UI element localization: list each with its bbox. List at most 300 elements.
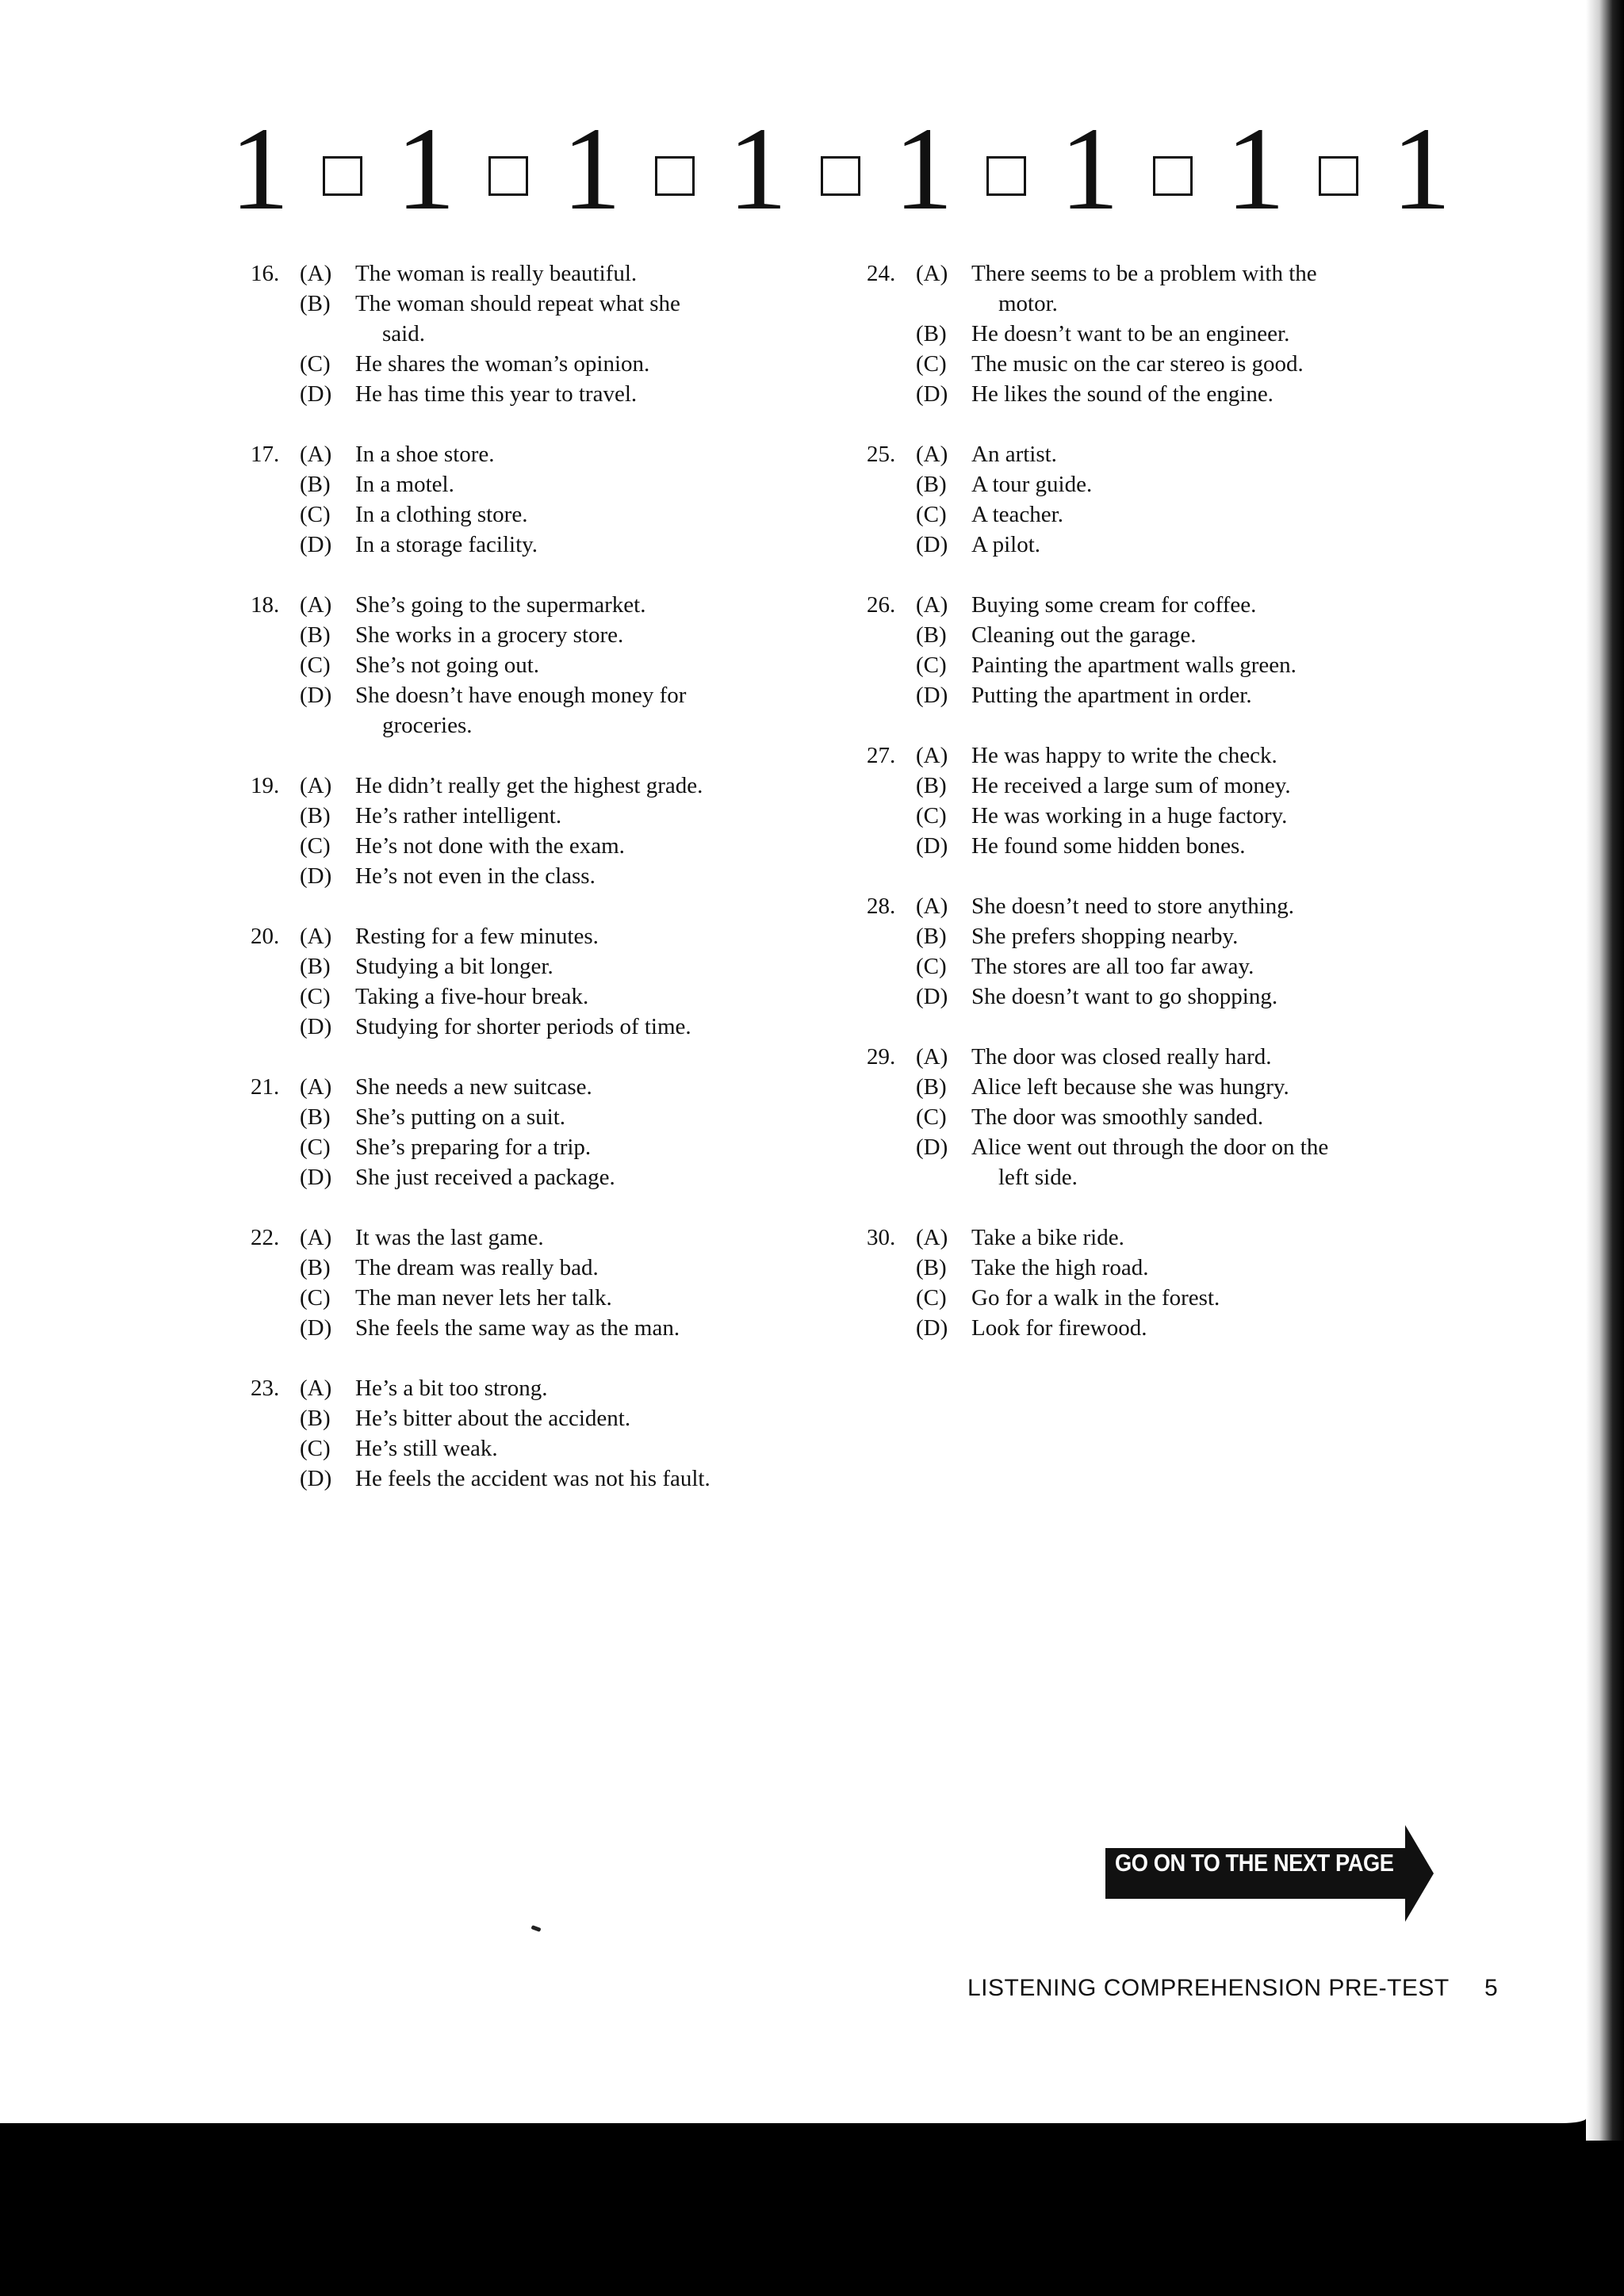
section-number: 1 xyxy=(396,103,456,235)
option-text-line: He’s rather intelligent. xyxy=(355,803,562,828)
option-text xyxy=(971,801,1477,831)
option-letter: (D) xyxy=(300,1315,332,1341)
option-text xyxy=(355,1283,861,1313)
answer-option xyxy=(251,590,861,620)
question-number xyxy=(867,982,916,1012)
option-text-line: Putting the apartment in order. xyxy=(971,683,1252,708)
option-letter: (D) xyxy=(916,532,948,557)
square-box-icon xyxy=(655,156,695,196)
option-text-line: She just received a package. xyxy=(355,1165,615,1190)
answer-option xyxy=(251,771,861,801)
option-text xyxy=(355,1253,861,1283)
option-text xyxy=(355,1373,861,1403)
option-text xyxy=(971,1313,1477,1343)
option-text xyxy=(971,319,1477,349)
answer-option xyxy=(867,1132,1477,1192)
option-text-line: Take a bike ride. xyxy=(971,1225,1124,1250)
option-text xyxy=(355,831,861,861)
option-letter: (D) xyxy=(916,683,948,708)
option-letter: (A) xyxy=(300,1225,332,1250)
option-text xyxy=(971,258,1477,319)
option-letter: (D) xyxy=(300,1014,332,1039)
option-text-line: She’s preparing for a trip. xyxy=(355,1135,592,1160)
question-number xyxy=(251,499,300,530)
square-box-icon xyxy=(488,156,528,196)
option-text xyxy=(355,861,861,891)
option-letter: (C) xyxy=(916,652,947,678)
option-text xyxy=(971,1253,1477,1283)
option-text-line: She’s putting on a suit. xyxy=(355,1104,566,1130)
option-text-line: groceries. xyxy=(382,713,473,738)
answer-option xyxy=(251,530,861,560)
option-letter: (B) xyxy=(300,1104,331,1130)
section-number: 1 xyxy=(230,103,289,235)
answer-option xyxy=(251,1072,861,1102)
option-letter: (C) xyxy=(300,1436,331,1461)
option-letter: (A) xyxy=(916,894,948,919)
question-number xyxy=(251,1403,300,1433)
question-number xyxy=(867,379,916,409)
option-text xyxy=(971,891,1477,921)
option-text xyxy=(971,439,1477,469)
option-text xyxy=(971,590,1477,620)
option-text xyxy=(355,379,861,409)
option-letter: (A) xyxy=(300,592,332,618)
answer-option xyxy=(867,530,1477,560)
option-letter: (B) xyxy=(300,622,331,648)
answer-option xyxy=(251,499,861,530)
next-page-label: GO ON TO THE NEXT PAGE xyxy=(1115,1849,1394,1877)
question-number xyxy=(867,1253,916,1283)
option-text xyxy=(971,1072,1477,1102)
answer-option xyxy=(251,1373,861,1403)
option-letter: (D) xyxy=(300,1466,332,1491)
option-letter: (A) xyxy=(300,1074,332,1100)
answer-option xyxy=(251,921,861,951)
question-number xyxy=(867,499,916,530)
option-text-line: She doesn’t want to go shopping. xyxy=(971,984,1278,1009)
option-letter: (A) xyxy=(916,743,948,768)
option-text xyxy=(355,1313,861,1343)
section-number: 1 xyxy=(1391,103,1451,235)
option-letter: (C) xyxy=(300,833,331,859)
question-number: 29. xyxy=(867,1044,896,1070)
question-number xyxy=(867,319,916,349)
answer-option xyxy=(867,831,1477,861)
option-text-line: He found some hidden bones. xyxy=(971,833,1246,859)
option-text-line: He has time this year to travel. xyxy=(355,381,638,407)
option-text xyxy=(971,831,1477,861)
answer-option xyxy=(251,1283,861,1313)
option-text-line: Resting for a few minutes. xyxy=(355,924,599,949)
option-text xyxy=(355,439,861,469)
question-number xyxy=(867,349,916,379)
question-item xyxy=(867,891,1477,1012)
option-text-line: Studying for shorter periods of time. xyxy=(355,1014,691,1039)
option-text-line: In a motel. xyxy=(355,472,454,497)
option-text-line: He feels the accident was not his fault. xyxy=(355,1466,710,1491)
option-letter: (B) xyxy=(300,803,331,828)
option-text xyxy=(971,951,1477,982)
option-letter: (A) xyxy=(300,924,332,949)
option-letter: (C) xyxy=(916,502,947,527)
question-item xyxy=(251,921,861,1042)
answer-option xyxy=(251,1253,861,1283)
question-item xyxy=(251,1223,861,1343)
question-item xyxy=(251,771,861,891)
square-box-icon xyxy=(821,156,860,196)
answer-option xyxy=(867,740,1477,771)
option-text-line: She doesn’t have enough money for xyxy=(355,683,687,708)
answer-option xyxy=(251,379,861,409)
question-number xyxy=(867,650,916,680)
option-text-line: Alice left because she was hungry. xyxy=(971,1074,1289,1100)
option-text xyxy=(355,620,861,650)
option-text-line: He doesn’t want to be an engineer. xyxy=(971,321,1290,346)
option-text xyxy=(355,951,861,982)
answer-option xyxy=(867,1072,1477,1102)
option-letter: (C) xyxy=(300,351,331,377)
option-text-line: He didn’t really get the highest grade. xyxy=(355,773,703,798)
question-item xyxy=(251,258,861,409)
answer-option xyxy=(867,620,1477,650)
option-text-line: In a shoe store. xyxy=(355,442,495,467)
answer-option xyxy=(867,469,1477,499)
question-number: 20. xyxy=(251,924,280,949)
option-text-line: Take the high road. xyxy=(971,1255,1149,1280)
question-number: 23. xyxy=(251,1376,280,1401)
answer-option xyxy=(251,1162,861,1192)
option-letter: (C) xyxy=(916,351,947,377)
answer-option xyxy=(251,1132,861,1162)
option-text xyxy=(355,1012,861,1042)
answer-option xyxy=(867,891,1477,921)
option-text xyxy=(355,1403,861,1433)
question-number xyxy=(867,831,916,861)
question-number xyxy=(867,1102,916,1132)
option-text-line: She doesn’t need to store anything. xyxy=(971,894,1295,919)
option-text-line: motor. xyxy=(998,291,1058,316)
option-text xyxy=(355,499,861,530)
option-letter: (C) xyxy=(300,652,331,678)
question-number: 18. xyxy=(251,592,280,618)
option-text-line: Go for a walk in the forest. xyxy=(971,1285,1220,1311)
option-text xyxy=(971,349,1477,379)
answer-option xyxy=(251,439,861,469)
option-text-line: The woman is really beautiful. xyxy=(355,261,638,286)
question-number xyxy=(251,1132,300,1162)
answer-option xyxy=(251,861,861,891)
question-number xyxy=(251,620,300,650)
answer-option xyxy=(251,680,861,740)
question-item xyxy=(867,590,1477,710)
answer-option xyxy=(867,1253,1477,1283)
option-text-line: A pilot. xyxy=(971,532,1041,557)
option-letter: (A) xyxy=(300,442,332,467)
option-letter: (B) xyxy=(916,924,947,949)
option-text xyxy=(971,982,1477,1012)
question-number xyxy=(251,680,300,740)
option-letter: (A) xyxy=(916,261,948,286)
question-item xyxy=(867,439,1477,560)
question-number xyxy=(867,921,916,951)
option-text xyxy=(355,1072,861,1102)
question-number: 21. xyxy=(251,1074,280,1100)
answer-option xyxy=(251,831,861,861)
option-text-line: He received a large sum of money. xyxy=(971,773,1291,798)
option-letter: (D) xyxy=(916,1135,948,1160)
option-letter: (D) xyxy=(300,683,332,708)
option-letter: (C) xyxy=(916,954,947,979)
option-letter: (D) xyxy=(916,984,948,1009)
answer-option xyxy=(251,620,861,650)
answer-option xyxy=(251,650,861,680)
option-text xyxy=(355,349,861,379)
answer-option xyxy=(867,982,1477,1012)
option-text-line: The stores are all too far away. xyxy=(971,954,1254,979)
page-number: 5 xyxy=(1484,1975,1498,2001)
option-text-line: The door was closed really hard. xyxy=(971,1044,1272,1070)
question-number: 16. xyxy=(251,261,280,286)
section-number: 1 xyxy=(1225,103,1285,235)
answer-option xyxy=(867,439,1477,469)
option-text xyxy=(971,921,1477,951)
option-letter: (C) xyxy=(916,1104,947,1130)
option-text xyxy=(355,921,861,951)
section-number: 1 xyxy=(894,103,954,235)
section-header xyxy=(230,103,1451,235)
question-number xyxy=(251,1313,300,1343)
question-number xyxy=(251,349,300,379)
option-text xyxy=(971,620,1477,650)
answer-option xyxy=(867,1283,1477,1313)
option-text-line: The music on the car stereo is good. xyxy=(971,351,1304,377)
option-text-line: He’s bitter about the accident. xyxy=(355,1406,631,1431)
answer-option xyxy=(251,469,861,499)
question-number: 25. xyxy=(867,442,896,467)
question-number: 22. xyxy=(251,1225,280,1250)
option-text xyxy=(355,469,861,499)
question-number xyxy=(251,801,300,831)
question-item xyxy=(251,590,861,740)
answer-option xyxy=(251,801,861,831)
option-text-line: Taking a five-hour break. xyxy=(355,984,589,1009)
option-text-line: She’s not going out. xyxy=(355,652,540,678)
option-letter: (D) xyxy=(916,381,948,407)
section-number: 1 xyxy=(727,103,787,235)
option-text-line: She needs a new suitcase. xyxy=(355,1074,592,1100)
square-box-icon xyxy=(1153,156,1193,196)
answer-option xyxy=(867,1102,1477,1132)
answer-option xyxy=(867,1042,1477,1072)
option-text-line: There seems to be a problem with the xyxy=(971,261,1317,286)
option-text-line: Studying a bit longer. xyxy=(355,954,553,979)
option-text xyxy=(971,1102,1477,1132)
question-number: 28. xyxy=(867,894,896,919)
option-letter: (B) xyxy=(916,321,947,346)
option-text-line: He’s not even in the class. xyxy=(355,863,596,889)
question-item xyxy=(867,1042,1477,1192)
option-text xyxy=(971,740,1477,771)
answer-option xyxy=(867,1313,1477,1343)
question-number: 19. xyxy=(251,773,280,798)
option-letter: (A) xyxy=(300,1376,332,1401)
option-text-line: A teacher. xyxy=(971,502,1063,527)
answer-option xyxy=(251,1012,861,1042)
question-number xyxy=(251,982,300,1012)
option-text xyxy=(355,530,861,560)
option-text-line: He was happy to write the check. xyxy=(971,743,1277,768)
question-item xyxy=(251,1373,861,1494)
option-text-line: She feels the same way as the man. xyxy=(355,1315,680,1341)
option-text xyxy=(355,982,861,1012)
option-text-line: He shares the woman’s opinion. xyxy=(355,351,650,377)
option-letter: (C) xyxy=(916,1285,947,1311)
option-text-line: left side. xyxy=(998,1165,1078,1190)
option-letter: (D) xyxy=(300,1165,332,1190)
option-text-line: Look for firewood. xyxy=(971,1315,1147,1341)
question-item xyxy=(867,258,1477,409)
question-number: 24. xyxy=(867,261,896,286)
option-letter: (B) xyxy=(916,622,947,648)
option-letter: (C) xyxy=(300,984,331,1009)
option-text-line: He was working in a huge factory. xyxy=(971,803,1288,828)
question-number xyxy=(867,801,916,831)
square-box-icon xyxy=(323,156,362,196)
option-letter: (A) xyxy=(300,261,332,286)
option-text-line: He likes the sound of the engine. xyxy=(971,381,1274,407)
question-number xyxy=(251,1253,300,1283)
option-text-line: In a storage facility. xyxy=(355,532,538,557)
option-text-line: said. xyxy=(382,321,425,346)
option-text xyxy=(971,1223,1477,1253)
option-letter: (B) xyxy=(916,1255,947,1280)
option-text xyxy=(355,801,861,831)
answer-option xyxy=(867,379,1477,409)
question-number xyxy=(867,1132,916,1192)
question-number xyxy=(867,951,916,982)
option-text-line: He’s a bit too strong. xyxy=(355,1376,548,1401)
option-text xyxy=(971,771,1477,801)
option-letter: (B) xyxy=(300,291,331,316)
option-text-line: She prefers shopping nearby. xyxy=(971,924,1239,949)
option-letter: (B) xyxy=(300,1406,331,1431)
question-number: 17. xyxy=(251,442,280,467)
question-number xyxy=(251,530,300,560)
option-letter: (A) xyxy=(916,1225,948,1250)
answer-option xyxy=(867,951,1477,982)
question-number xyxy=(251,951,300,982)
option-text-line: It was the last game. xyxy=(355,1225,544,1250)
option-text-line: She works in a grocery store. xyxy=(355,622,624,648)
option-letter: (B) xyxy=(300,1255,331,1280)
option-text-line: Painting the apartment walls green. xyxy=(971,652,1297,678)
question-number xyxy=(867,771,916,801)
question-number xyxy=(251,1102,300,1132)
answer-option xyxy=(251,1433,861,1464)
option-letter: (D) xyxy=(916,833,948,859)
question-number xyxy=(251,1464,300,1494)
option-text xyxy=(971,1132,1477,1192)
question-number xyxy=(251,831,300,861)
option-text-line: Alice went out through the door on the xyxy=(971,1135,1329,1160)
option-text xyxy=(971,680,1477,710)
option-letter: (A) xyxy=(916,592,948,618)
option-text xyxy=(355,1223,861,1253)
question-number xyxy=(867,680,916,710)
answer-option xyxy=(251,1313,861,1343)
option-text xyxy=(971,499,1477,530)
option-letter: (B) xyxy=(300,954,331,979)
option-letter: (B) xyxy=(916,472,947,497)
answer-option xyxy=(867,771,1477,801)
option-text xyxy=(355,680,861,740)
option-text-line: In a clothing store. xyxy=(355,502,528,527)
footer-section-title: LISTENING COMPREHENSION PRE-TEST xyxy=(967,1975,1450,2001)
option-text-line: Buying some cream for coffee. xyxy=(971,592,1257,618)
option-letter: (B) xyxy=(916,1074,947,1100)
answer-option xyxy=(251,951,861,982)
question-number xyxy=(867,1313,916,1343)
option-text xyxy=(355,771,861,801)
answer-option xyxy=(251,1464,861,1494)
answer-option xyxy=(867,921,1477,951)
option-text xyxy=(971,1283,1477,1313)
option-text-line: A tour guide. xyxy=(971,472,1093,497)
question-number xyxy=(251,861,300,891)
option-letter: (D) xyxy=(300,381,332,407)
answer-option xyxy=(251,349,861,379)
option-text xyxy=(971,530,1477,560)
section-number: 1 xyxy=(561,103,622,235)
question-number: 26. xyxy=(867,592,896,618)
answer-option xyxy=(251,982,861,1012)
question-number xyxy=(251,1283,300,1313)
answer-option xyxy=(251,1403,861,1433)
question-number xyxy=(251,1433,300,1464)
option-text xyxy=(971,379,1477,409)
question-number xyxy=(251,650,300,680)
option-letter: (C) xyxy=(300,1285,331,1311)
question-number: 27. xyxy=(867,743,896,768)
page-edge-shadow xyxy=(1586,0,1624,2141)
answer-option xyxy=(867,349,1477,379)
option-text xyxy=(971,469,1477,499)
option-letter: (C) xyxy=(916,803,947,828)
option-letter: (C) xyxy=(300,502,331,527)
option-text-line: The man never lets her talk. xyxy=(355,1285,612,1311)
option-letter: (A) xyxy=(300,773,332,798)
answer-option xyxy=(867,680,1477,710)
question-number xyxy=(867,530,916,560)
question-number xyxy=(867,620,916,650)
option-text xyxy=(355,1433,861,1464)
answer-option xyxy=(867,590,1477,620)
option-text xyxy=(355,1132,861,1162)
answer-option xyxy=(867,319,1477,349)
option-text-line: The woman should repeat what she xyxy=(355,291,680,316)
question-item xyxy=(251,1072,861,1192)
option-text xyxy=(355,590,861,620)
option-text-line: He’s not done with the exam. xyxy=(355,833,625,859)
option-text-line: An artist. xyxy=(971,442,1057,467)
option-text xyxy=(355,1464,861,1494)
next-page-arrow xyxy=(1105,1825,1434,1922)
option-text xyxy=(355,1162,861,1192)
option-text xyxy=(355,650,861,680)
question-number xyxy=(867,469,916,499)
answer-option xyxy=(867,650,1477,680)
